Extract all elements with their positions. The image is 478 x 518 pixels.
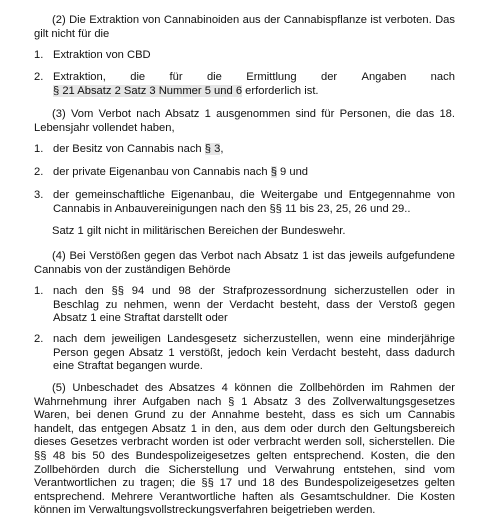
paragraph-4: (4) Bei Verstößen gegen das Verbot nach Absatz 1 ist das jeweils aufgefundene Cannabis von der zuständigen Behörde <box>34 250 455 276</box>
paragraph-2-item-1 <box>34 49 455 63</box>
paragraph-3-sentence: Satz 1 gilt nicht in militärischen Bereichen der Bundeswehr. <box>52 225 346 237</box>
item-number: 2. <box>34 333 44 345</box>
item-tail: erforderlich ist. <box>242 84 319 97</box>
item-text <box>53 71 455 98</box>
item-text <box>53 166 455 180</box>
word: für <box>169 71 183 83</box>
item-text: der gemeinschaftliche Eigenanbau, die Weitergabe und Entgegennahme von Cannabis in Anbauvereinigungen nach den §§ 11 bis 23, 25, 26 und 29.. <box>53 189 455 215</box>
paragraph-3: (3) Vom Verbot nach Absatz 1 ausgenommen sind für Personen, die das 18. Lebensjahr vollendet haben, <box>34 108 455 134</box>
word: die <box>206 71 222 83</box>
paragraph-3-item-1 <box>34 143 455 157</box>
item-number: 2. <box>34 166 44 178</box>
word: Extraktion, <box>53 71 106 83</box>
item-text <box>53 143 455 157</box>
item-number: 3. <box>34 189 44 201</box>
item-number: 2. <box>34 71 44 83</box>
word: Angaben <box>361 71 407 83</box>
word: der <box>320 71 338 83</box>
item-text: nach den §§ 94 und 98 der Strafprozessordnung sicherzustellen oder in Beschlag zu nehmen, wenn der Verdacht besteht, dass der Verstoß gegen Absatz 1 eine Straftat darstellt oder <box>53 285 455 325</box>
item-number: 1. <box>34 49 44 61</box>
word: nach <box>430 71 455 83</box>
item-text: Extraktion von CBD <box>53 49 151 61</box>
paragraph-3-item-2 <box>34 166 455 180</box>
paragraph-4-item-2 <box>34 333 455 374</box>
section-reference[interactable]: § 21 Absatz 2 Satz 3 Nummer 5 und 6 <box>53 84 243 97</box>
section-reference[interactable]: § <box>270 166 277 178</box>
item-number: 1. <box>34 285 44 297</box>
paragraph-2: (2) Die Extraktion von Cannabinoiden aus der Cannabispflanze ist verboten. Das gilt nicht für die <box>34 14 455 40</box>
section-reference[interactable]: § 3 <box>204 143 221 155</box>
word: die <box>130 71 146 83</box>
item-pre: der private Eigenanbau von Cannabis nach <box>53 166 271 178</box>
item-post: , <box>220 143 224 155</box>
item-continuation <box>53 85 455 99</box>
item-number: 1. <box>34 143 44 155</box>
word: Ermittlung <box>246 71 297 83</box>
paragraph-3-item-3 <box>34 189 455 216</box>
paragraph-5: (5) Unbeschadet des Absatzes 4 können die Zollbehörden im Rahmen der Wahrnehmung ihrer Aufgaben nach § 1 Absatz 3 des Zollverwaltungsgesetzes Waren, bei denen Grund zu der Annahme besteht, dass es sich um Cannabis handelt, das entgegen Absatz 1 in den, aus dem oder durch den Geltungsbereich dieses Gesetzes verbracht worden ist oder verbracht werden soll, sicherstellen. Die §§ 48 bis 50 des Bundespolizeigesetzes gelten entsprechend. Kosten, die den Zollbehörden durch die Sicherstellung und Verwahrung entstehen, sind vom Verantwortlichen zu tragen; die §§ 17 und 18 des Bundespolizeigesetzes gelten entsprechend. Mehrere Verantwortliche haften als Gesamtschuldner. Die Kosten können im Verwaltungsvollstreckungsverfahren beigetrieben werden. <box>34 382 455 517</box>
item-post: 9 und <box>276 166 309 178</box>
justified-line <box>53 71 455 85</box>
paragraph-4-item-1 <box>34 285 455 326</box>
paragraph-2-item-2 <box>34 71 455 98</box>
item-pre: der Besitz von Cannabis nach <box>53 143 205 155</box>
item-text: nach dem jeweiligen Landesgesetz sicherzustellen, wenn eine minderjährige Person gegen Absatz 1 verstößt, jedoch kein Verdacht besteht, dass dadurch eine Straftat begangen wurde. <box>53 333 455 373</box>
